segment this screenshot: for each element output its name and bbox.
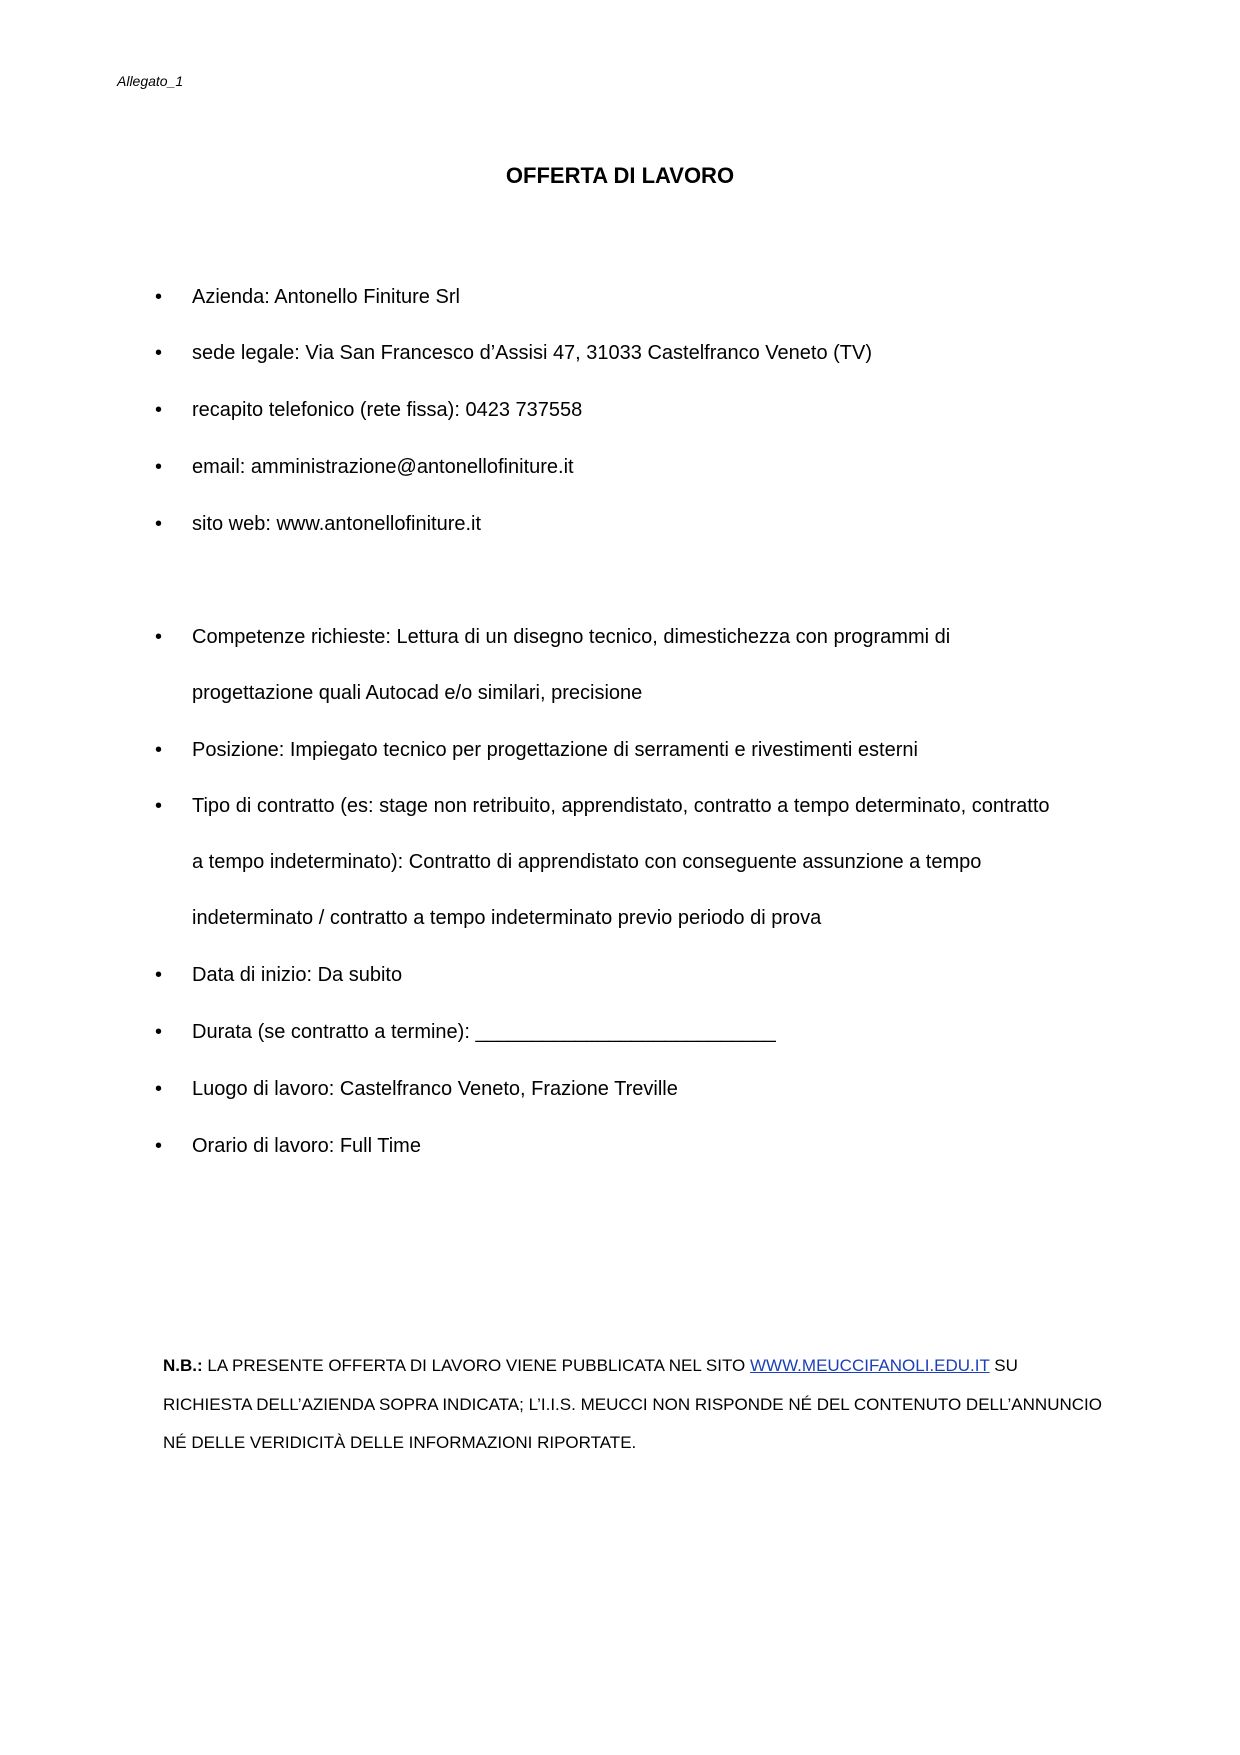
bullet-icon: •: [155, 399, 163, 421]
bullet-icon: •: [155, 964, 163, 986]
list-item-text: Luogo di lavoro: Castelfranco Veneto, Frazione Treville: [192, 1078, 678, 1100]
disclaimer-line-1: [163, 1355, 1018, 1377]
disclaimer-line-2: RICHIESTA DELL’AZIENDA SOPRA INDICATA; L’I.I.S. MEUCCI NON RISPONDE NÉ DEL CONTENUTO DELL’ANNUNCIO: [163, 1395, 1102, 1414]
attachment-label: Allegato_1: [117, 73, 184, 89]
list-item-text: Durata (se contratto a termine): ___________________________: [192, 1021, 776, 1043]
list-item-text: Tipo di contratto (es: stage non retribuito, apprendistato, contratto a tempo determinato, contratto: [192, 795, 1050, 817]
bullet-icon: •: [155, 1135, 163, 1157]
bullet-icon: •: [155, 795, 163, 817]
list-item-text-continued: indeterminato / contratto a tempo indeterminato previo periodo di prova: [192, 907, 822, 929]
list-item-text-continued: progettazione quali Autocad e/o similari, precisione: [192, 682, 643, 704]
disclaimer-text-suffix: SU: [989, 1356, 1018, 1375]
list-item-text: Orario di lavoro: Full Time: [192, 1135, 421, 1157]
disclaimer-prefix: N.B.:: [163, 1356, 203, 1375]
list-item-text: Posizione: Impiegato tecnico per progettazione di serramenti e rivestimenti esterni: [192, 739, 918, 761]
list-item-text: email: amministrazione@antonellofiniture.it: [192, 456, 574, 478]
bullet-icon: •: [155, 342, 163, 364]
list-item-text: recapito telefonico (rete fissa): 0423 737558: [192, 399, 583, 421]
bullet-icon: •: [155, 1021, 163, 1043]
bullet-icon: •: [155, 456, 163, 478]
bullet-icon: •: [155, 626, 163, 648]
disclaimer-text: LA PRESENTE OFFERTA DI LAVORO VIENE PUBBLICATA NEL SITO: [202, 1356, 750, 1375]
bullet-icon: •: [155, 513, 163, 535]
list-item-text: sito web: www.antonellofiniture.it: [192, 513, 482, 535]
list-item-text: Azienda: Antonello Finiture Srl: [192, 286, 460, 308]
list-item-text: Data di inizio: Da subito: [192, 964, 403, 986]
list-item-text-continued: a tempo indeterminato): Contratto di apprendistato con conseguente assunzione a tempo: [192, 851, 982, 873]
page-title: OFFERTA DI LAVORO: [505, 163, 735, 188]
list-item-text: Competenze richieste: Lettura di un disegno tecnico, dimestichezza con programmi di: [192, 626, 951, 648]
bullet-icon: •: [155, 1078, 163, 1100]
disclaimer-line-3: NÉ DELLE VERIDICITÀ DELLE INFORMAZIONI RIPORTATE.: [163, 1433, 637, 1452]
bullet-icon: •: [155, 739, 163, 761]
bullet-icon: •: [155, 286, 163, 308]
list-item-text: sede legale: Via San Francesco d’Assisi 47, 31033 Castelfranco Veneto (TV): [192, 342, 873, 364]
school-website-link[interactable]: WWW.MEUCCIFANOLI.EDU.IT: [749, 1356, 990, 1375]
